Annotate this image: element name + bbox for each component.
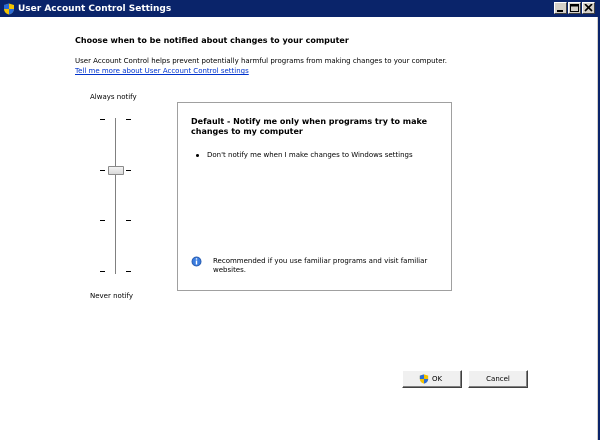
maximize-icon <box>570 4 579 12</box>
ok-button[interactable] <box>402 370 462 388</box>
window-title: User Account Control Settings <box>18 3 172 14</box>
close-icon <box>584 4 593 12</box>
bullet-text: Don't notify me when I make changes to Windows settings <box>207 151 413 159</box>
page-heading: Choose when to be notified about changes to your computer <box>75 36 349 45</box>
slider-thumb[interactable] <box>108 166 124 175</box>
slider-tick <box>126 119 131 120</box>
slider-tick <box>100 271 105 272</box>
slider-track[interactable] <box>115 118 117 274</box>
learn-more-link[interactable]: Tell me more about User Account Control settings <box>75 67 249 75</box>
slider-label-never: Never notify <box>90 292 133 300</box>
slider-tick <box>100 220 105 221</box>
slider-tick <box>126 220 131 221</box>
window-controls <box>554 2 595 14</box>
info-icon <box>191 256 202 267</box>
slider-tick <box>100 170 105 171</box>
level-title: Default - Notify me only when programs try to make changes to my computer <box>191 117 428 136</box>
bullet-icon <box>196 154 199 157</box>
cancel-button[interactable] <box>468 370 528 388</box>
minimize-button[interactable] <box>554 2 567 14</box>
level-description-panel <box>177 102 452 291</box>
minimize-icon <box>556 4 565 12</box>
window-border-inner <box>597 17 598 440</box>
level-bullet <box>196 151 413 159</box>
maximize-button[interactable] <box>568 2 581 14</box>
recommendation-text: Recommended if you use familiar programs and visit familiar websites. <box>213 257 428 274</box>
uac-shield-icon <box>3 3 15 15</box>
slider-tick <box>126 271 131 272</box>
slider-tick <box>126 170 131 171</box>
description-text: User Account Control helps prevent potentially harmful programs from making changes to your computer. <box>75 57 448 65</box>
ok-label: OK <box>431 375 443 383</box>
uac-shield-icon <box>419 374 429 384</box>
slider-label-always: Always notify <box>90 93 137 101</box>
cancel-label: Cancel <box>486 375 510 383</box>
slider-tick <box>100 119 105 120</box>
title-bar <box>0 0 598 17</box>
close-button[interactable] <box>582 2 595 14</box>
